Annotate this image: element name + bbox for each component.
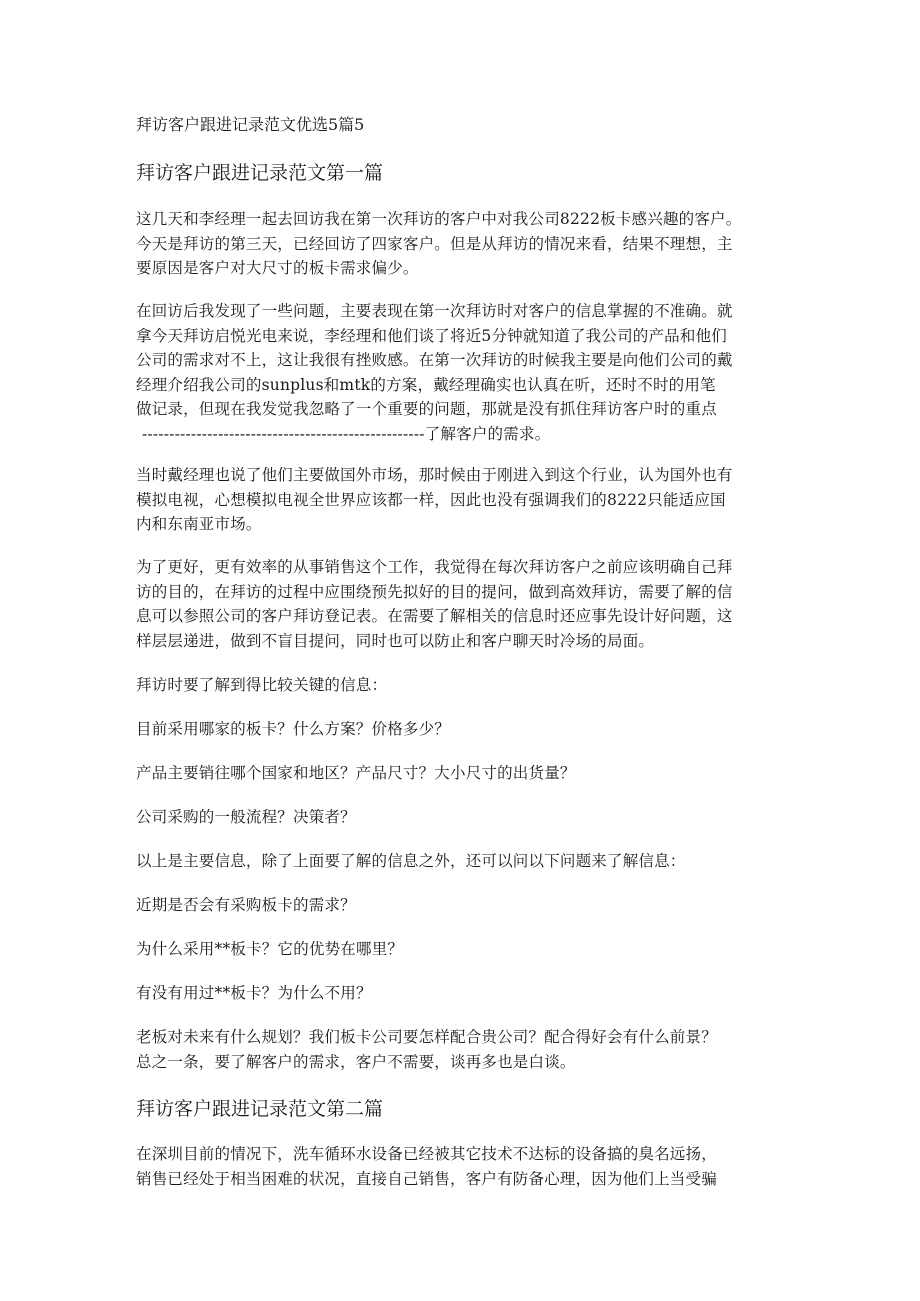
text-line: 为了更好，更有效率的从事销售这个工作，我觉得在每次拜访客户之前应该明确自己拜: [136, 558, 733, 576]
text-line: 模拟电视，心想模拟电视全世界应该都一样，因此也没有强调我们的8222只能适应国: [136, 490, 726, 509]
text-line: ----------------------------------------------------了解客户的需求。: [142, 424, 551, 443]
text-line: 当时戴经理也说了他们主要做国外市场，那时候由于刚进入到这个行业，认为国外也有: [136, 466, 733, 484]
text-line: 经理介绍我公司的sunplus和mtk的方案，戴经理确实也认真在听，还时不时的用笔: [136, 375, 716, 394]
section-heading-2: 拜访客户跟进记录范文第二篇: [136, 1098, 384, 1120]
text-line: 公司的需求对不上，这让我很有挫败感。在第一次拜访的时候我主要是向他们公司的戴: [136, 351, 733, 369]
text-line: 老板对未来有什么规划？我们板卡公司要怎样配合贵公司？配合得好会有什么前景？: [136, 1028, 717, 1046]
text-line: 内和东南亚市场。: [136, 515, 262, 533]
section-heading-1: 拜访客户跟进记录范文第一篇: [136, 162, 384, 184]
text-line: 息可以参照公司的客户拜访登记表。在需要了解相关的信息时还应事先设计好问题，这: [136, 607, 733, 625]
text-line: 样层层递进，做到不盲目提问，同时也可以防止和客户聊天时冷场的局面。: [136, 631, 655, 650]
text-line: 销售已经处于相当困难的状况，直接自己销售，客户有防备心理，因为他们上当受骗: [136, 1169, 717, 1188]
paragraph: [136, 1142, 796, 1191]
paragraph: 近期是否会有采购板卡的需求？: [136, 896, 356, 914]
text-line: 今天是拜访的第三天，已经回访了四家客户。但是从拜访的情况来看，结果不理想，主: [136, 234, 733, 253]
paragraph: 以上是主要信息，除了上面要了解的信息之外，还可以问以下问题来了解信息：: [136, 852, 686, 870]
paragraph: [136, 1025, 796, 1074]
text-line: 做记录，但现在我发觉我忽略了一个重要的问题，那就是没有抓住拜访客户时的重点: [136, 400, 717, 418]
text-line: 访的目的，在拜访的过程中应围绕预先拟好的目的提问，做到高效拜访，需要了解的信: [136, 582, 733, 601]
paragraph: [136, 207, 796, 281]
paragraph: [136, 463, 796, 537]
paragraph: [136, 555, 796, 653]
paragraph: 公司采购的一般流程？决策者？: [136, 808, 356, 826]
paragraph: 目前采用哪家的板卡？什么方案？价格多少？: [136, 720, 451, 738]
paragraph: [136, 299, 796, 446]
document-title: 拜访客户跟进记录范文优选5篇5: [136, 115, 365, 134]
text-line: 拿今天拜访启悦光电来说，李经理和他们谈了将近5分钟就知道了我公司的产品和他们: [136, 326, 727, 345]
text-line: 要原因是客户对大尺寸的板卡需求偏少。: [136, 259, 419, 277]
text-line: 这几天和李经理一起去回访我在第一次拜访的客户中对我公司8222板卡感兴趣的客户。: [136, 210, 742, 228]
paragraph: 有没有用过**板卡？为什么不用？: [136, 984, 372, 1002]
text-line: 在回访后我发现了一些问题，主要表现在第一次拜访时对客户的信息掌握的不准确。就: [136, 302, 733, 320]
paragraph: 产品主要销往哪个国家和地区？产品尺寸？大小尺寸的出货量？: [136, 764, 576, 782]
text-line: 总之一条，要了解客户的需求，客户不需要，谈再多也是白谈。: [136, 1052, 576, 1071]
paragraph: 为什么采用**板卡？它的优势在哪里？: [136, 940, 404, 958]
text-line: 在深圳目前的情况下，洗车循环水设备已经被其它技术不达标的设备搞的臭名远扬，: [136, 1145, 717, 1163]
paragraph: 拜访时要了解到得比较关键的信息：: [136, 676, 388, 694]
